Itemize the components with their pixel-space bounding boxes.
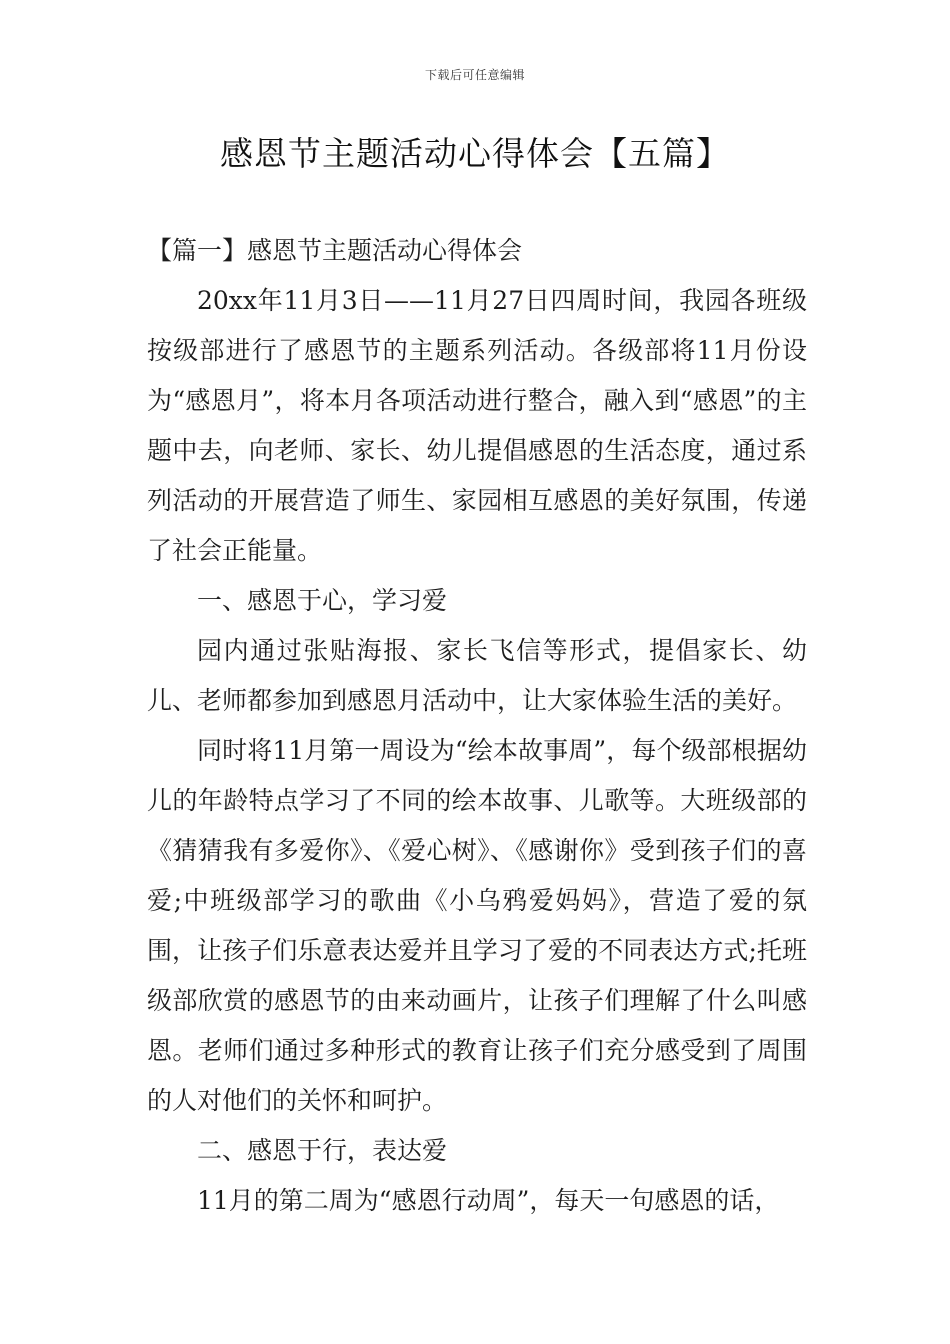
subheading-one: 一、感恩于心，学习爱 — [197, 586, 448, 615]
paragraph-action-week: 11月的第二周为“感恩行动周”，每天一句感恩的话， — [197, 1186, 780, 1215]
section-heading: 【篇一】感恩节主题活动心得体会 — [147, 236, 523, 265]
paragraph-posters: 园内通过张贴海报、家长飞信等形式，提倡家长、幼儿、老师都参加到感恩月活动中，让大家体验生活的美好。 — [147, 636, 807, 715]
subheading-two: 二、感恩于行，表达爱 — [197, 1136, 448, 1165]
header-note: 下载后可任意编辑 — [424, 68, 525, 82]
document-body — [147, 226, 807, 1226]
document-title: 感恩节主题活动心得体会【五篇】 — [220, 134, 730, 173]
paragraph-picture-books: 同时将11月第一周设为“绘本故事周”，每个级部根据幼儿的年龄特点学习了不同的绘本故事、儿歌等。大班级部的《猜猜我有多爱你》、《爱心树》、《感谢你》受到孩子们的喜爱;中班级部学习的歌曲《小乌鸦爱妈妈》，营造了爱的氛围，让孩子们乐意表达爱并且学习了爱的不同表达方式;托班级部欣赏的感恩节的由来动画片，让孩子们理解了什么叫感恩。老师们通过多种形式的教育让孩子们充分感受到了周围的人对他们的关怀和呵护。 — [147, 736, 807, 1115]
paragraph-intro: 20xx年11月3日——11月27日四周时间，我园各班级按级部进行了感恩节的主题系列活动。各级部将11月份设为“感恩月”，将本月各项活动进行整合，融入到“感恩”的主题中去，向老师、家长、幼儿提倡感恩的生活态度，通过系列活动的开展营造了师生、家园相互感恩的美好氛围，传递了社会正能量。 — [147, 286, 807, 565]
